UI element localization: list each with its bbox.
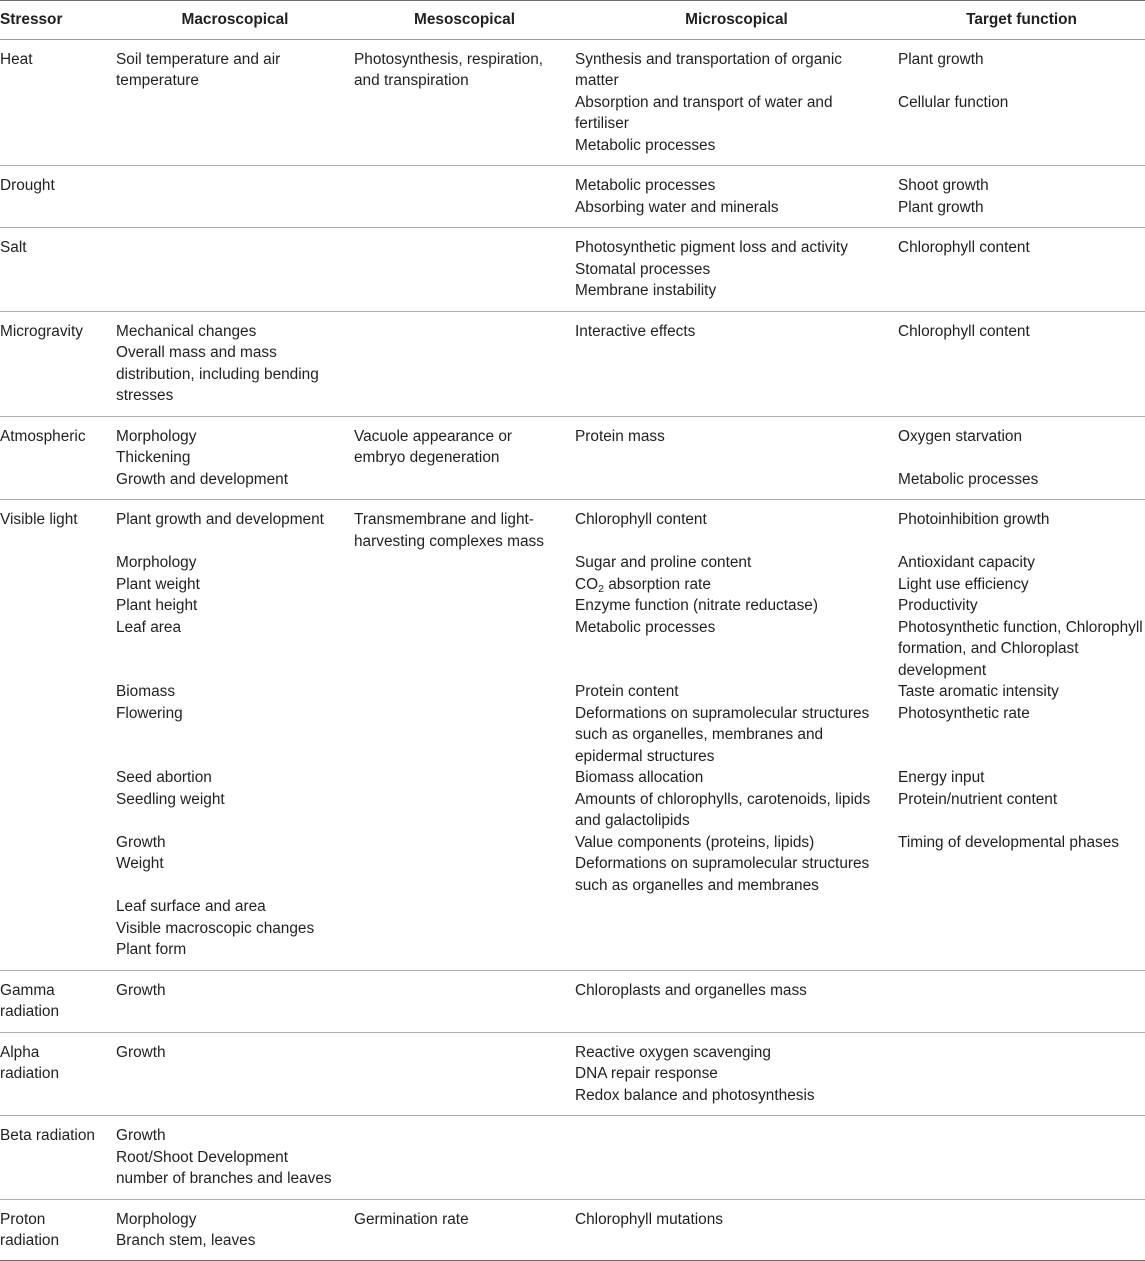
table-row (0, 311, 1145, 416)
target-function-line (898, 447, 1145, 469)
target-function-line: Timing of developmental phases (898, 833, 1120, 851)
target-function-line: Chlorophyll content (898, 239, 1030, 256)
macroscopical-line: stresses (116, 387, 174, 404)
target-function-cell (898, 39, 1145, 166)
target-function-line: Energy input (898, 769, 985, 786)
macroscopical-line: Seedling weight (116, 790, 225, 808)
microscopical-line: Enzyme function (nitrate reductase) (575, 597, 818, 614)
macroscopical-line (116, 875, 354, 897)
table-body (0, 39, 1145, 1260)
target-function-line: Cellular function (898, 93, 1009, 111)
macroscopical-line: Morphology (116, 427, 197, 445)
target-function-line: Photosynthetic rate (898, 704, 1030, 722)
macroscopical-cell (116, 500, 354, 971)
macroscopical-line (116, 724, 354, 746)
stressor-cell (0, 166, 116, 228)
mesoscopical-line: Transmembrane and light- (354, 511, 534, 528)
macroscopical-line: temperature (116, 72, 199, 89)
macroscopical-line: Plant height (116, 597, 198, 614)
macroscopical-line: number of branches and leaves (116, 1170, 332, 1187)
target-function-line (898, 724, 1145, 746)
microscopical-line: Stomatal processes (575, 260, 711, 278)
macroscopical-line: Plant growth and development (116, 511, 324, 528)
target-function-cell (898, 500, 1145, 971)
microscopical-line: Reactive oxygen scavenging (575, 1043, 771, 1061)
microscopical-cell (575, 970, 898, 1032)
target-function-cell (898, 166, 1145, 228)
microscopical-line: Chlorophyll content (575, 511, 707, 528)
stressor-cell (0, 970, 116, 1032)
mesoscopical-cell (354, 1199, 575, 1260)
microscopical-line: Metabolic processes (575, 136, 716, 154)
microscopical-cell (575, 500, 898, 971)
macroscopical-cell (116, 39, 354, 166)
mesoscopical-line: Vacuole appearance or (354, 427, 513, 445)
microscopical-line: such as organelles, membranes and (575, 726, 824, 743)
mesoscopical-line: Photosynthesis, respiration, (354, 50, 544, 68)
target-function-line: Photosynthetic function, Chlorophyll (898, 618, 1143, 636)
stressor-cell (0, 39, 116, 166)
stressor-line: Beta radiation (0, 1127, 95, 1144)
microscopical-cell (575, 416, 898, 500)
microscopical-line: fertiliser (575, 115, 629, 132)
microscopical-line: Chloroplasts and organelles mass (575, 981, 807, 999)
macroscopical-line: Growth (116, 1043, 166, 1061)
header-macroscopical: Macroscopical (116, 1, 354, 40)
microscopical-line: Absorption and transport of water and (575, 93, 833, 111)
target-function-line: Taste aromatic intensity (898, 683, 1059, 700)
microscopical-line: Metabolic processes (575, 177, 716, 194)
microscopical-line: such as organelles and membranes (575, 876, 819, 894)
microscopical-line: Deformations on supramolecular structures (575, 704, 870, 722)
microscopical-line: Interactive effects (575, 322, 696, 340)
mesoscopical-line: and transpiration (354, 72, 469, 89)
target-function-line: Photoinhibition growth (898, 511, 1050, 528)
microscopical-line: Deformations on supramolecular structures (575, 855, 870, 872)
macroscopical-line (116, 638, 354, 660)
stressor-line: Gamma (0, 981, 55, 999)
macroscopical-cell (116, 311, 354, 416)
stressor-line: Heat (0, 50, 33, 68)
table-row (0, 970, 1145, 1032)
microscopical-line: Synthesis and transportation of organic (575, 50, 842, 68)
macroscopical-line (116, 660, 354, 682)
target-function-cell (898, 311, 1145, 416)
macroscopical-cell (116, 228, 354, 312)
microscopical-line: Absorbing water and minerals (575, 198, 779, 216)
macroscopical-line (116, 810, 354, 832)
target-function-line (898, 810, 1145, 832)
macroscopical-cell (116, 1116, 354, 1200)
microscopical-line: Metabolic processes (575, 618, 716, 636)
macroscopical-line: Soil temperature and air (116, 50, 281, 68)
target-function-line: development (898, 661, 987, 679)
target-function-line: Oxygen starvation (898, 427, 1023, 445)
microscopical-cell (575, 1032, 898, 1116)
macroscopical-line (116, 531, 354, 553)
mesoscopical-line: harvesting complexes mass (354, 532, 544, 550)
stressor-cell (0, 500, 116, 971)
target-function-line (898, 746, 1145, 768)
macroscopical-line: Morphology (116, 1210, 197, 1228)
macroscopical-line (116, 746, 354, 768)
microscopical-cell (575, 166, 898, 228)
stressor-line: radiation (0, 1232, 60, 1249)
stressor-cell (0, 311, 116, 416)
mesoscopical-cell (354, 1116, 575, 1200)
microscopical-cell (575, 311, 898, 416)
microscopical-line: Amounts of chlorophylls, carotenoids, lipids (575, 790, 871, 808)
target-function-cell (898, 1116, 1145, 1200)
microscopical-line (575, 660, 898, 682)
microscopical-cell (575, 39, 898, 166)
stressor-line: Visible light (0, 511, 78, 528)
microscopical-line: epidermal structures (575, 747, 715, 765)
stressor-line: Salt (0, 239, 27, 256)
stressor-line: Atmospheric (0, 427, 86, 445)
macroscopical-cell (116, 416, 354, 500)
table-row (0, 1032, 1145, 1116)
macroscopical-line: Seed abortion (116, 769, 212, 786)
stressor-cell (0, 1032, 116, 1116)
macroscopical-cell (116, 166, 354, 228)
microscopical-line: DNA repair response (575, 1065, 718, 1082)
microscopical-line (575, 531, 898, 553)
stressor-cell (0, 228, 116, 312)
target-function-line: Plant growth (898, 198, 984, 216)
stressor-line: radiation (0, 1065, 60, 1082)
macroscopical-line: distribution, including bending (116, 365, 319, 383)
macroscopical-cell (116, 970, 354, 1032)
mesoscopical-cell (354, 1032, 575, 1116)
target-function-line: Metabolic processes (898, 470, 1039, 488)
target-function-line: Protein/nutrient content (898, 790, 1058, 808)
target-function-cell (898, 228, 1145, 312)
target-function-cell (898, 1032, 1145, 1116)
microscopical-cell (575, 228, 898, 312)
table-header-row (0, 1, 1145, 40)
stressor-line: Proton (0, 1210, 46, 1228)
macroscopical-line: Branch stem, leaves (116, 1232, 256, 1249)
macroscopical-line: Growth (116, 833, 166, 851)
microscopical-line: Redox balance and photosynthesis (575, 1086, 815, 1104)
stressor-cell (0, 416, 116, 500)
table-row (0, 166, 1145, 228)
stressor-cell (0, 1199, 116, 1260)
mesoscopical-cell (354, 500, 575, 971)
mesoscopical-cell (354, 228, 575, 312)
macroscopical-line: Growth (116, 981, 166, 999)
header-microscopical: Microscopical (575, 1, 898, 40)
target-function-line (898, 70, 1145, 92)
macroscopical-line: Root/Shoot Development (116, 1148, 288, 1166)
table-row (0, 228, 1145, 312)
microscopical-line: Photosynthetic pigment loss and activity (575, 239, 848, 256)
header-stressor: Stressor (0, 1, 116, 40)
mesoscopical-cell (354, 416, 575, 500)
macroscopical-line: Leaf surface and area (116, 898, 266, 915)
target-function-line: Light use efficiency (898, 575, 1029, 593)
microscopical-cell (575, 1116, 898, 1200)
target-function-cell (898, 1199, 1145, 1260)
microscopical-line: Biomass allocation (575, 769, 704, 786)
microscopical-line: Chlorophyll mutations (575, 1210, 723, 1228)
microscopical-line: $CO_2$ absorption rate (575, 575, 711, 595)
target-function-line: Antioxidant capacity (898, 554, 1035, 571)
target-function-line: Plant growth (898, 50, 984, 68)
microscopical-line: Sugar and proline content (575, 554, 752, 571)
table-row (0, 500, 1145, 971)
target-function-line: Shoot growth (898, 177, 989, 194)
macroscopical-line: Visible macroscopic changes (116, 919, 315, 937)
stressor-line: Drought (0, 177, 55, 194)
macroscopical-line: Thickening (116, 449, 191, 466)
header-mesoscopical: Mesoscopical (354, 1, 575, 40)
target-function-cell (898, 970, 1145, 1032)
target-function-line: formation, and Chloroplast (898, 640, 1079, 657)
macroscopical-line: Overall mass and mass (116, 344, 277, 361)
macroscopical-line: Plant weight (116, 575, 200, 593)
macroscopical-line: Growth and development (116, 470, 288, 488)
microscopical-line: Value components (proteins, lipids) (575, 833, 815, 851)
mesoscopical-cell (354, 970, 575, 1032)
microscopical-line: and galactolipids (575, 812, 690, 829)
stressor-cell (0, 1116, 116, 1200)
macroscopical-line: Morphology (116, 554, 197, 571)
microscopical-cell (575, 1199, 898, 1260)
mesoscopical-cell (354, 39, 575, 166)
macroscopical-cell (116, 1199, 354, 1260)
macroscopical-line: Leaf area (116, 618, 182, 636)
microscopical-line (575, 638, 898, 660)
macroscopical-line: Weight (116, 855, 164, 872)
target-function-line (898, 531, 1145, 553)
stressor-line: Microgravity (0, 322, 83, 340)
table-row (0, 416, 1145, 500)
microscopical-line: Protein content (575, 683, 679, 700)
macroscopical-line: Mechanical changes (116, 322, 257, 340)
table-row (0, 1199, 1145, 1260)
table-row (0, 1116, 1145, 1200)
target-function-line: Productivity (898, 597, 978, 614)
target-function-cell (898, 416, 1145, 500)
microscopical-line: Membrane instability (575, 282, 717, 299)
macroscopical-cell (116, 1032, 354, 1116)
stressor-line: Alpha (0, 1043, 40, 1061)
header-target-function: Target function (898, 1, 1145, 40)
mesoscopical-cell (354, 166, 575, 228)
mesoscopical-line: Germination rate (354, 1210, 469, 1228)
microscopical-line: matter (575, 72, 619, 89)
mesoscopical-line: embryo degeneration (354, 449, 500, 466)
target-function-line: Chlorophyll content (898, 322, 1030, 340)
macroscopical-line: Biomass (116, 683, 176, 700)
table-row (0, 39, 1145, 166)
stressor-line: radiation (0, 1003, 60, 1020)
macroscopical-line: Flowering (116, 704, 183, 722)
macroscopical-line: Growth (116, 1127, 166, 1144)
macroscopical-line: Plant form (116, 941, 187, 958)
mesoscopical-cell (354, 311, 575, 416)
microscopical-line: Protein mass (575, 427, 665, 445)
